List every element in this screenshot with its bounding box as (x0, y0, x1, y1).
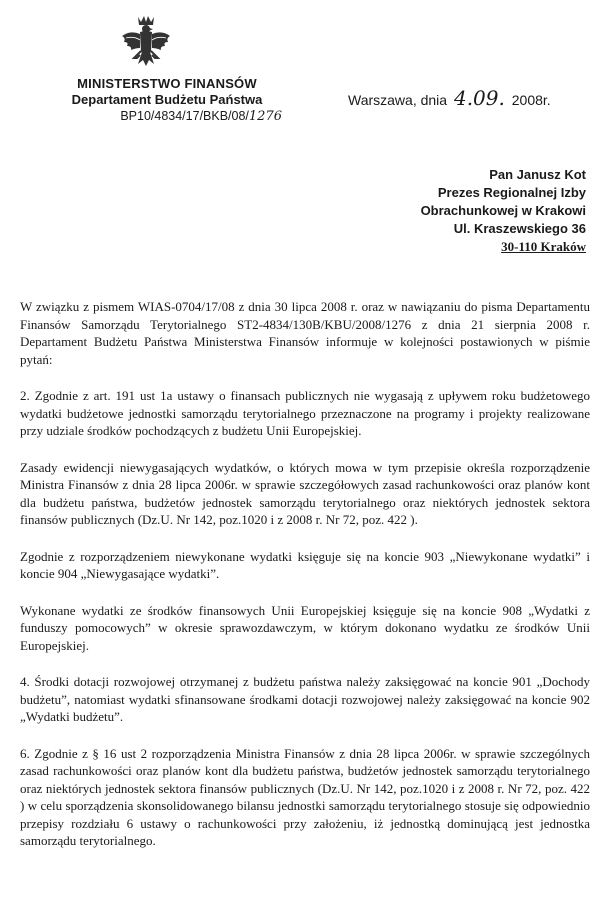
date-line (348, 86, 551, 110)
polish-eagle-icon (118, 14, 174, 72)
paragraph-point-4: 4. Środki dotacji rozwojowej otrzymanej z budżetu państwa należy zaksięgować na koncie 901 „Dochody budżetu”, natomiast wydatki sfinansowane środkami dotacji rozwojowej należy zaksięgować na koncie 902 „Wydatki budżetu”. (20, 674, 590, 724)
paragraph-account-908: Wykonane wydatki ze środków finansowych Unii Europejskiej księguje się na koncie 908 „Wydatki z funduszy pomocowych” w okresie sprawozdawczym, w którym dokonano wydatku ze środków Unii Europejskiej. (20, 602, 590, 653)
reference-handwritten: 1276 (248, 109, 282, 124)
date-year: 2008r. (511, 92, 551, 108)
recipient-name: Pan Janusz Kot (489, 167, 586, 182)
recipient-title-line-2: Obrachunkowej w Krakowi (420, 203, 586, 218)
paragraph-evidence-rules: Zasady ewidencji niewygasających wydatków, o których mowa w tym przepisie określa rozporządzenie Ministra Finansów z dnia 28 lipca 2006r. w sprawie szczegółowych zasad rachunkowości oraz planów kont dla budżetu państwa, budżetów jednostek samorządu terytorialnego oraz niektórych jednostek sektora finansów publicznych (Dz.U. Nr 142, poz.1020 i z 2008 r. Nr 72, poz. 422 ). (20, 459, 590, 527)
reference-printed: BP10/4834/17/BKB/08/ (120, 109, 249, 123)
department-name: Departament Budżetu Państwa (71, 92, 263, 107)
recipient-title-line-1: Prezes Regionalnej Izby (437, 185, 586, 200)
reference-number (42, 108, 292, 125)
sender-block (42, 76, 292, 125)
paragraph-accounts-903-904: Zgodnie z rozporządzeniem niewykonane wydatki księguje się na koncie 903 „Niewykonane wydatki” i koncie 904 „Niewygasające wydatki”. (20, 548, 590, 581)
recipient-city: 30-110 Kraków (501, 239, 586, 254)
ministry-name: MINISTERSTWO FINANSÓW (77, 76, 257, 91)
paragraph-point-2: 2. Zgodnie z art. 191 ust 1a ustawy o finansach publicznych nie wygasają z upływem roku budżetowego wydatki budżetowe jednostki samorządu terytorialnego przeznaczone na programy i projekty realizowane przy udziale środków pochodzących z budżetu Unii Europejskiej. (20, 388, 590, 438)
recipient-street: Ul. Kraszewskiego 36 (453, 221, 586, 236)
recipient-block (326, 166, 586, 256)
paragraph-intro: W związku z pismem WIAS-0704/17/08 z dnia 30 lipca 2008 r. oraz w nawiązaniu do pisma Departamentu Finansów Samorządu Terytorialnego ST2-4834/130B/KBU/2008/1276 z dnia 21 sierpnia 2008 r. Departament Budżetu Państwa Ministerstwa Finansów informuje w kolejności postawionych w piśmie pytań: (20, 299, 590, 367)
date-prefix: Warszawa, dnia (348, 92, 448, 108)
letter-body (20, 298, 590, 869)
paragraph-point-6: 6. Zgodnie z § 16 ust 2 rozporządzenia Ministra Finansów z dnia 28 lipca 2006r. w sprawie szczególnych zasad rachunkowości oraz planów kont dla budżetu państwa, budżetów jednostek samorządu terytorialnego oraz niektórych jednostek sektora finansów publicznych (Dz.U. Nr 142, poz.1020 i z 2008 r. Nr 72, poz. 422 ) w celu sporządzenia skonsolidowanego bilansu jednostki samorządu terytorialnego stosuje się odpowiednio przepisy rozdziału 6 ustawy o rachunkowości przy założeniu, iż jednostką dominującą jest jednostka samorządu terytorialnego. (20, 745, 590, 848)
date-handwritten: 4.09. (453, 86, 505, 110)
